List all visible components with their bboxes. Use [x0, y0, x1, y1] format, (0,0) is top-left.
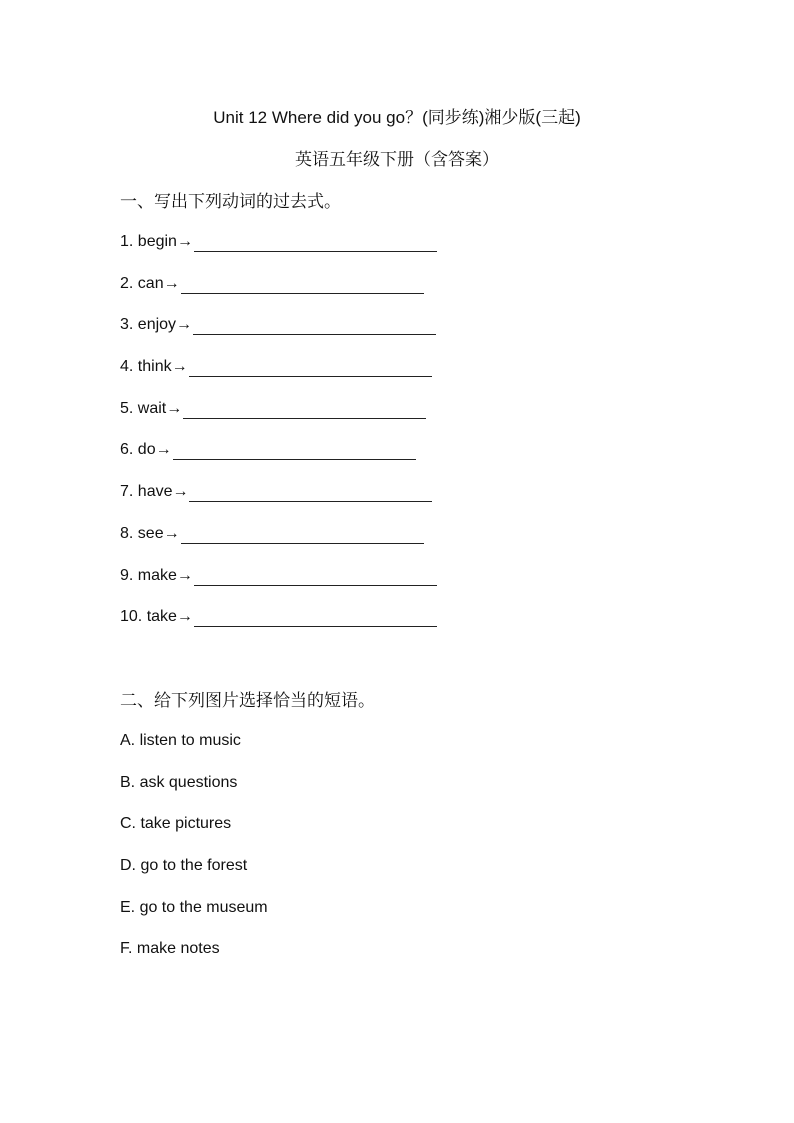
answer-blank[interactable]: [181, 525, 424, 544]
verb-item-label: 6. do→: [120, 441, 172, 459]
verb-item-6: [120, 440, 437, 460]
phrase-option-f: F. make notes: [120, 940, 220, 958]
phrase-option-b: B. ask questions: [120, 773, 238, 791]
verb-item-label: 10. take→: [120, 608, 193, 626]
answer-blank[interactable]: [181, 275, 424, 294]
phrase-option-c: C. take pictures: [120, 815, 232, 833]
verb-item-label: 1. begin→: [120, 233, 193, 250]
answer-blank[interactable]: [194, 233, 437, 252]
section-2-heading: 二、给下列图片选择恰当的短语。: [120, 691, 375, 710]
page-title: Unit 12 Where did you go？(同步练)湘少版(三起): [213, 108, 581, 127]
verb-item-9: [120, 566, 437, 586]
phrase-option-a: A. listen to music: [120, 732, 241, 749]
answer-blank[interactable]: [194, 567, 437, 586]
section-1-heading: 一、写出下列动词的过去式。: [120, 192, 341, 211]
verb-item-7: [120, 482, 437, 502]
verb-item-label: 7. have→: [120, 483, 189, 501]
verb-item-label: 8. see→: [120, 524, 180, 542]
answer-blank[interactable]: [183, 400, 426, 419]
verb-item-label: 2. can→: [120, 274, 180, 292]
verb-item-label: 4. think→: [120, 358, 188, 376]
verb-item-10: [120, 607, 437, 627]
answer-blank[interactable]: [193, 316, 436, 335]
verb-item-2: [120, 274, 437, 294]
verb-item-1: [120, 232, 437, 252]
answer-blank[interactable]: [189, 358, 432, 377]
answer-blank[interactable]: [189, 483, 432, 502]
verb-item-8: [120, 524, 437, 544]
page-subtitle: 英语五年级下册（含答案）: [295, 150, 499, 169]
phrase-option-d: D. go to the forest: [120, 857, 248, 875]
answer-blank[interactable]: [173, 441, 416, 460]
answer-blank[interactable]: [194, 608, 437, 627]
verb-item-label: 5. wait→: [120, 399, 183, 417]
verb-item-4: [120, 357, 437, 377]
phrase-option-e: E. go to the museum: [120, 898, 268, 916]
verb-item-5: [120, 399, 437, 419]
verb-item-3: [120, 315, 437, 335]
verb-list: [120, 232, 437, 649]
verb-item-label: 3. enjoy→: [120, 316, 193, 334]
phrase-options: [120, 731, 268, 981]
verb-item-label: 9. make→: [120, 566, 193, 584]
